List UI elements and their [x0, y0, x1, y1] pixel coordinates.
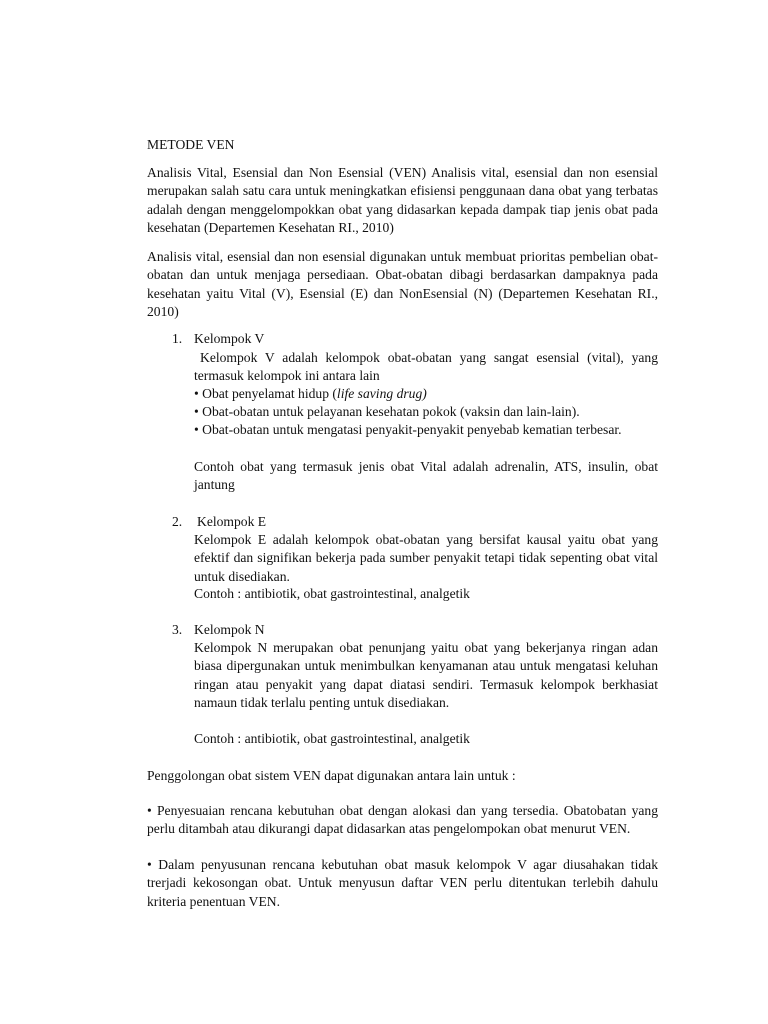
- paragraph-intro: Analisis Vital, Esensial dan Non Esensial (VEN) Analisis vital, esensial dan non esensial merupakan salah satu cara untuk meningkatkan efisiensi penggunaan dana obat yang terbatas adalah dengan menggelompokkan obat yang didasarkan kepada dampak tiap jenis obat pada kesehatan (Departemen Kesehatan RI., 2010): [147, 165, 658, 235]
- group-title: Kelompok V: [194, 331, 265, 346]
- bullet-mortality: • Obat-obatan untuk mengatasi penyakit-penyakit penyebab kematian terbesar.: [194, 422, 622, 437]
- group-description: Kelompok N merupakan obat penunjang yaitu obat yang bekerjanya ringan adan biasa dipergunakan untuk menimbulkan kenyamanan atau untuk mengatasi keluhan ringan atau penyakit yang dapat diatasi sendiri. Termasuk kelompok berkhasiat namaun tidak terlalu penting untuk disediakan.: [194, 640, 658, 710]
- usage-bullet-allocation: • Penyesuaian rencana kebutuhan obat dengan alokasi dan yang tersedia. Obatobatan yang perlu ditambah atau dikurangi dapat didasarkan atas pengelompokan obat menurut VEN.: [147, 803, 658, 837]
- bullet-basic-care: • Obat-obatan untuk pelayanan kesehatan pokok (vaksin dan lain-lain).: [194, 404, 580, 419]
- bullet-text: • Obat penyelamat hidup (: [194, 386, 337, 401]
- group-example: Contoh : antibiotik, obat gastrointestinal, analgetik: [194, 586, 470, 601]
- group-example: Contoh obat yang termasuk jenis obat Vital adalah adrenalin, ATS, insulin, obat jantung: [194, 459, 658, 493]
- usage-bullet-planning: • Dalam penyusunan rencana kebutuhan obat masuk kelompok V agar diusahakan tidak trerjadi kekosongan obat. Untuk menyusun daftar VEN perlu ditentukan terlebih dahulu kriteria penentuan VEN.: [147, 857, 658, 909]
- group-number: 3.: [172, 622, 183, 637]
- group-description: Kelompok E adalah kelompok obat-obatan yang bersifat kausal yaitu obat yang efektif dan signifikan bekerja pada sumber penyakit tetapi tidak sepenting obat vital untuk disediakan.: [194, 532, 658, 584]
- group-example: Contoh : antibiotik, obat gastrointestinal, analgetik: [194, 731, 470, 746]
- bullet-life-saving: [194, 385, 658, 403]
- bullet-italic-term: life saving drug): [336, 386, 427, 401]
- group-number: 1.: [172, 331, 183, 346]
- group-title: Kelompok E: [197, 514, 267, 529]
- group-number: 2.: [172, 514, 183, 529]
- paragraph-classification: Analisis vital, esensial dan non esensial digunakan untuk membuat prioritas pembelian obat-obatan dan untuk menjaga persediaan. Obat-obatan dibagi berdasarkan dampaknya pada kesehatan yaitu Vital (V), Esensial (E) dan NonEsensial (N) (Departemen Kesehatan RI., 2010): [147, 249, 658, 319]
- page-heading: METODE VEN: [147, 137, 235, 152]
- group-description: Kelompok V adalah kelompok obat-obatan yang sangat esensial (vital), yang termasuk kelompok ini antara lain: [194, 350, 658, 384]
- usage-intro: Penggolongan obat sistem VEN dapat digunakan antara lain untuk :: [147, 768, 516, 783]
- group-title: Kelompok N: [194, 622, 265, 637]
